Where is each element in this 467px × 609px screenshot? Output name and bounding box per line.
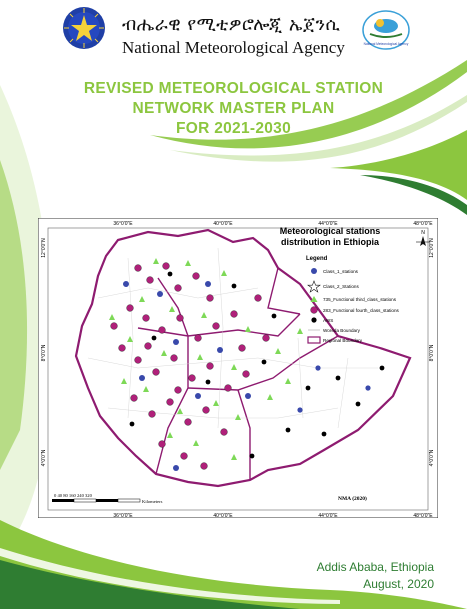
bottom-tick-1: 36°0'0"E	[113, 513, 133, 518]
footer-date: August, 2020	[363, 577, 434, 591]
scale-numbers: 0 40 80 160 240 320	[54, 493, 92, 498]
document-title-line-2: NETWORK MASTER PLAN	[132, 100, 335, 117]
map-credit: NMA (2020)	[338, 496, 367, 502]
legend-label-regional-boundary: Regional Boundary	[323, 338, 363, 343]
legend-title: Legend	[306, 256, 328, 262]
legend-item-third-class	[311, 296, 397, 302]
legend-item-regional-boundary	[308, 337, 363, 343]
legend-label-fourth-class: 283_Functional fourth_class_stations	[323, 308, 399, 313]
left-tick-3: 4°0'0"N	[41, 449, 47, 467]
legend-label-woreda-boundary: Woreda Boundary	[323, 328, 360, 333]
top-tick-1: 36°0'0"E	[113, 221, 133, 227]
legend-label-class-1: Class_1_stations	[323, 269, 358, 274]
legend-label-class-2: Class_2_Stations	[323, 284, 359, 289]
legend-label-third-class: 735_Functional third_class_stations	[323, 297, 397, 302]
ethiopia-emblem-icon	[62, 6, 106, 50]
map-title-line-2: distribution in Ethiopia	[281, 237, 379, 247]
legend-item-aws	[311, 317, 333, 323]
map-title-line-1: Meteorological stations	[279, 226, 381, 236]
north-label: N	[421, 230, 425, 236]
document-title-line-3: FOR 2021-2030	[175, 120, 292, 137]
scale-unit: Kilometers	[142, 499, 163, 504]
legend-label-aws: AWS	[323, 318, 334, 323]
bottom-tick-4: 48°0'0"E	[413, 513, 433, 518]
document-title-line-1: REVISED METEOROLOGICAL STATION	[83, 80, 384, 97]
bottom-tick-2: 40°0'0"E	[213, 513, 233, 518]
right-tick-2: 8°0'0"N	[429, 344, 435, 362]
right-tick-3: 4°0'0"N	[429, 449, 435, 467]
right-tick-1: 12°0'0"N	[429, 238, 435, 258]
footer-place: Addis Ababa, Ethiopia	[316, 560, 434, 574]
station-distribution-map	[38, 218, 438, 518]
top-tick-2: 40°0'0"E	[213, 221, 233, 227]
left-tick-1: 12°0'0"N	[41, 238, 47, 258]
agency-name-english: National Meteorological Agency	[122, 38, 345, 57]
top-tick-3: 44°0'0"E	[318, 221, 338, 227]
logo-caption: National Meteorological Agency	[363, 42, 409, 46]
left-tick-2: 8°0'0"N	[41, 344, 47, 362]
legend-item-fourth-class	[311, 307, 400, 314]
nma-logo-icon	[362, 10, 410, 50]
bottom-tick-3: 44°0'0"E	[318, 513, 338, 518]
top-tick-4: 48°0'0"E	[413, 221, 433, 227]
agency-name-amharic: ብሔራዊ የሚቲዎሮሎጂ ኤጀንሲ	[122, 14, 341, 35]
